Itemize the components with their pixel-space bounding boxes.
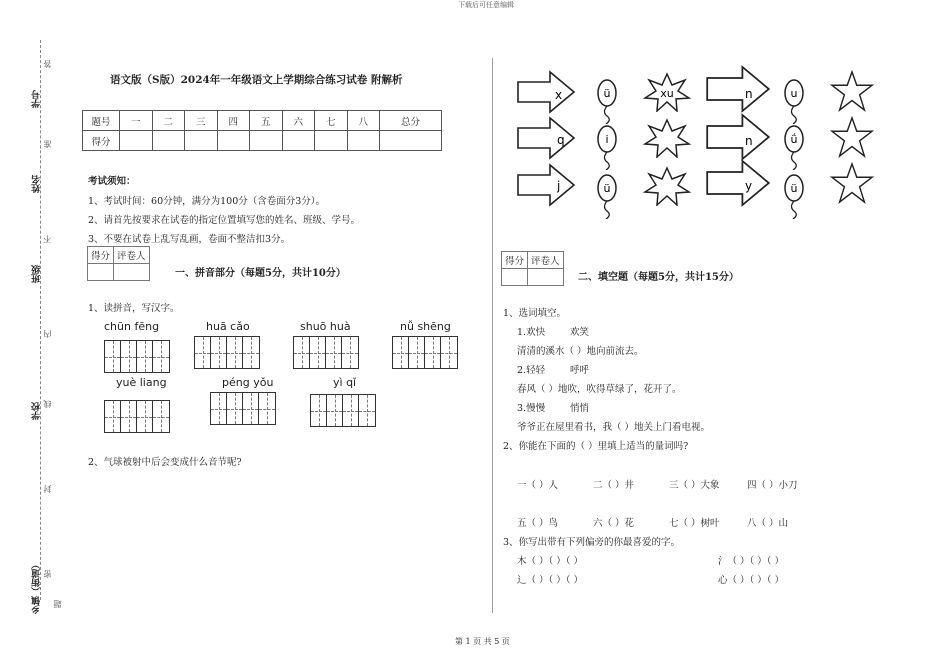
- section1-title: 一、拼音部分（每题5分，共计10分）: [175, 268, 346, 279]
- header-note: 下载后可任意编辑: [458, 1, 514, 9]
- section1-q1: 1、读拼音，写汉字。: [88, 303, 180, 314]
- writing-grid[interactable]: [194, 336, 260, 369]
- star-answer: xu: [660, 87, 674, 100]
- score-header-cell: 七: [315, 111, 348, 131]
- balloon-letter: ü: [603, 182, 611, 195]
- section1-q2: 2、气球被射中后会变成什么音节呢?: [88, 457, 242, 468]
- binding-mark: 密: [43, 570, 52, 578]
- score-input-cell[interactable]: [347, 131, 380, 151]
- grader-box: [87, 246, 150, 281]
- section2-title: 二、填空题（每题5分，共计15分）: [578, 272, 739, 283]
- score-header-cell: 三: [185, 111, 218, 131]
- balloon-letter: ü: [603, 87, 611, 100]
- label-name: 姓名: [32, 175, 42, 193]
- section2-q3: 3、你写出带有下列偏旁的你最喜爱的字。: [503, 537, 681, 548]
- balloon-letter: ǘ: [790, 133, 798, 146]
- score-input-cell[interactable]: [185, 131, 218, 151]
- arrow-letter: q: [557, 133, 565, 147]
- score-header-cell: 八: [347, 111, 380, 131]
- arrow-shape: [707, 161, 769, 205]
- grader-reviewer-cell[interactable]: [528, 269, 564, 286]
- binding-mark: 题: [53, 600, 62, 608]
- balloon-letter: ü: [790, 182, 798, 195]
- star-shape: [832, 72, 872, 110]
- binding-mark: 不: [43, 235, 52, 243]
- section2-q2: 2、你能在下面的（ ）里填上适当的量词吗?: [503, 441, 689, 452]
- measure-word-blank[interactable]: 六（ ）花: [593, 518, 635, 529]
- score-input-cell[interactable]: [217, 131, 250, 151]
- balloon-figure: [505, 58, 895, 228]
- word-choice-a: 3.慢慢: [517, 403, 546, 414]
- label-township: 乡镇（街道）: [32, 560, 42, 614]
- score-input-cell[interactable]: [120, 131, 153, 151]
- pinyin-label: yì qǐ: [333, 376, 357, 389]
- word-choice-a: 1.欢快: [517, 327, 546, 338]
- score-header-cell: 一: [120, 111, 153, 131]
- arrow-letter: n: [745, 134, 753, 148]
- balloon-letter: i: [605, 133, 609, 146]
- measure-word-blank[interactable]: 四（ ）小刀: [747, 480, 798, 491]
- binding-mark: 答: [43, 60, 52, 68]
- binding-mark: 线: [43, 400, 52, 408]
- arrow-shape: [707, 67, 769, 111]
- notice-item: 3、不要在试卷上乱写乱画，卷面不整洁扣3分。: [88, 234, 291, 245]
- grader-score-cell[interactable]: [502, 269, 528, 286]
- burst-star: [645, 120, 689, 157]
- arrow-shape: [518, 118, 574, 158]
- pinyin-label: péng yǒu: [222, 376, 274, 389]
- binding-mark: 封: [43, 485, 52, 493]
- arrow-shape: [518, 165, 574, 205]
- balloon-letter: u: [790, 87, 798, 100]
- measure-word-blank[interactable]: 一（ ）人: [517, 480, 559, 491]
- score-table: [82, 110, 442, 151]
- score-input-cell[interactable]: [315, 131, 348, 151]
- column-divider: [492, 58, 493, 613]
- writing-grid[interactable]: [104, 340, 170, 373]
- arrow-shape: [518, 72, 574, 112]
- binding-line: [40, 40, 42, 600]
- grader-reviewer-label: 评卷人: [114, 247, 150, 264]
- score-header-cell: 四: [217, 111, 250, 131]
- score-header-cell: 题号: [83, 111, 120, 131]
- score-header-cell: 总分: [380, 111, 442, 131]
- pinyin-label: nǚ shēng: [400, 320, 451, 333]
- measure-word-blank[interactable]: 三（ ）大象: [669, 480, 720, 491]
- notice-item: 2、请首先按要求在试卷的指定位置填写您的姓名、班级、学号。: [88, 215, 361, 226]
- grader-score-label: 得分: [88, 247, 114, 264]
- arrow-letter: n: [745, 87, 753, 101]
- score-input-cell[interactable]: [282, 131, 315, 151]
- score-header-cell: 二: [152, 111, 185, 131]
- writing-grid[interactable]: [104, 400, 170, 433]
- grader-box: [501, 251, 564, 286]
- radical-blank-row[interactable]: 辶（ ）（ ）（ ）: [517, 575, 584, 586]
- pinyin-label: huā cǎo: [206, 320, 250, 333]
- notice-heading: 考试须知：: [88, 176, 136, 187]
- score-header-cell: 五: [250, 111, 283, 131]
- writing-grid[interactable]: [310, 394, 376, 427]
- score-header-cell: 六: [282, 111, 315, 131]
- fill-sentence[interactable]: 清清的溪水（ ）地向前流去。: [517, 346, 644, 357]
- measure-word-blank[interactable]: 七（ ）树叶: [669, 518, 720, 529]
- score-table-header: [83, 111, 442, 131]
- word-choice-b: 呼呼: [570, 365, 590, 376]
- page-title: 语文版（S版）2024年一年级语文上学期综合练习试卷 附解析: [110, 74, 403, 86]
- arrow-letter: y: [745, 179, 753, 193]
- label-class: 班级: [32, 265, 42, 283]
- pinyin-label: chūn fēng: [104, 320, 160, 333]
- word-choice-b: 欢笑: [570, 327, 590, 338]
- writing-grid[interactable]: [293, 336, 359, 369]
- arrow-shape: [707, 115, 769, 159]
- fill-sentence[interactable]: 爷爷正在屋里看书，我（ ）地关上门看电视。: [517, 422, 711, 433]
- grader-score-cell[interactable]: [88, 264, 114, 281]
- label-student-id: 学号: [32, 90, 42, 108]
- writing-grid[interactable]: [210, 392, 276, 425]
- star-shape: [832, 118, 872, 156]
- pinyin-label: yuè liang: [116, 376, 167, 389]
- notice-item: 1、考试时间：60分钟，满分为100分（含卷面分3分）。: [88, 196, 326, 207]
- measure-word-blank[interactable]: 五（ ）鸟: [517, 518, 559, 529]
- page-footer: 第 1 页 共 5 页: [455, 637, 510, 646]
- grader-score-label: 得分: [502, 252, 528, 269]
- radical-blank-row[interactable]: 氵（ ）（ ）（ ）: [718, 556, 785, 567]
- grader-reviewer-cell[interactable]: [114, 264, 150, 281]
- section2-q1: 1、选词填空。: [503, 308, 567, 319]
- binding-mark: 准: [43, 140, 52, 148]
- score-input-cell[interactable]: [380, 131, 442, 151]
- arrow-letter: x: [555, 88, 563, 102]
- score-table-row: [83, 131, 442, 151]
- score-input-cell[interactable]: [152, 131, 185, 151]
- score-input-cell[interactable]: [250, 131, 283, 151]
- writing-grid[interactable]: [392, 336, 458, 369]
- binding-mark: 内: [43, 330, 52, 338]
- star-shape: [832, 164, 872, 202]
- word-choice-a: 2.轻轻: [517, 365, 546, 376]
- radical-blank-row[interactable]: 心（ ）（ ）（ ）: [718, 575, 785, 586]
- score-row-label: 得分: [83, 131, 120, 151]
- word-choice-b: 悄悄: [570, 403, 590, 414]
- burst-star: [645, 168, 689, 205]
- measure-word-blank[interactable]: 八（ ）山: [747, 518, 789, 529]
- pinyin-label: shuō huà: [300, 320, 351, 333]
- grader-reviewer-label: 评卷人: [528, 252, 564, 269]
- radical-blank-row[interactable]: 木（ ）（ ）（ ）: [517, 556, 584, 567]
- arrow-letter: j: [557, 179, 561, 193]
- measure-word-blank[interactable]: 二（ ）井: [593, 480, 635, 491]
- label-school: 学校: [32, 402, 42, 420]
- fill-sentence[interactable]: 春风（ ）地吹，吹得草绿了，花开了。: [517, 384, 682, 395]
